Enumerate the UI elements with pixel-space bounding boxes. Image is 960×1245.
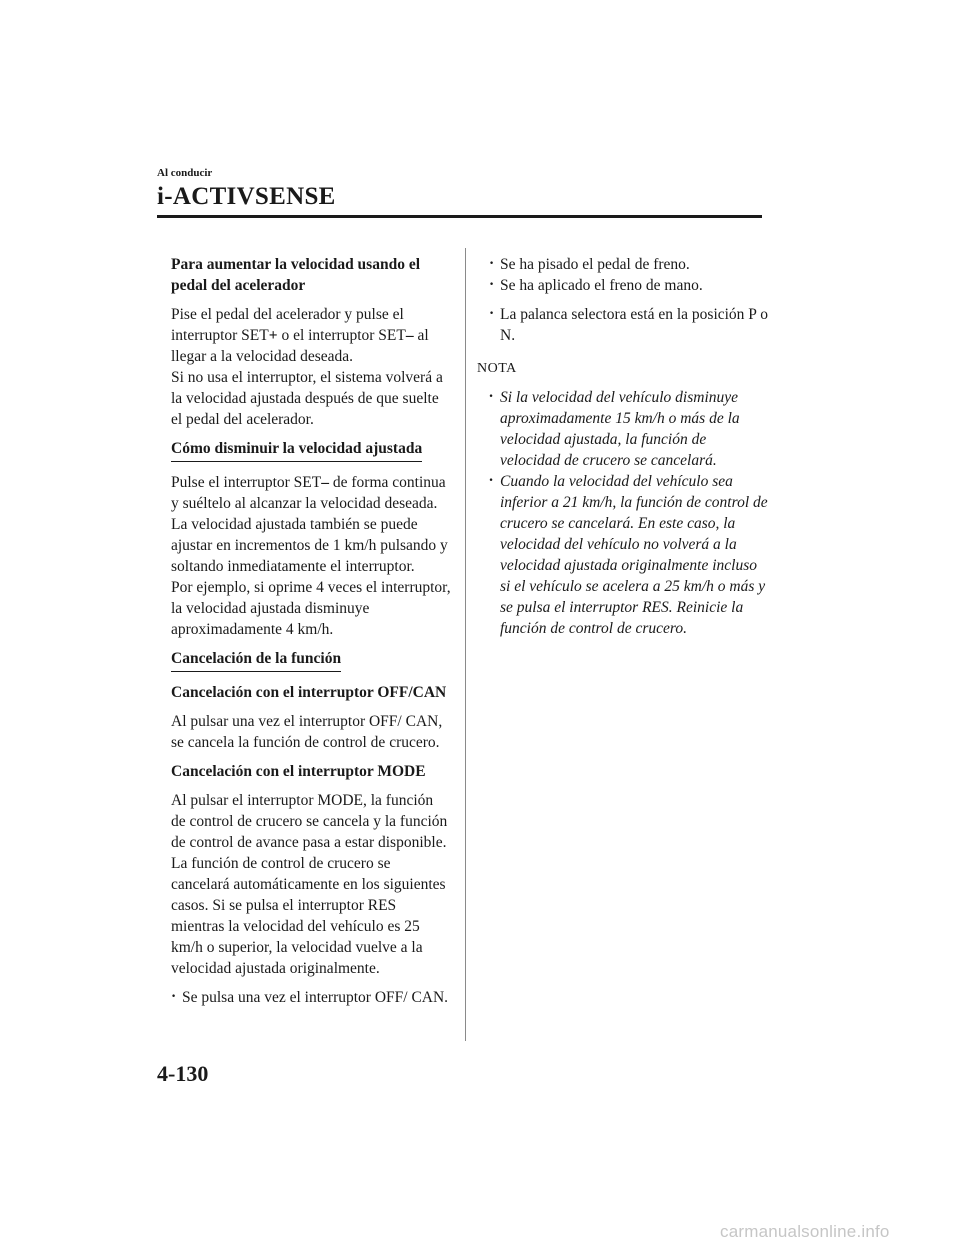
left-column: [171, 254, 451, 1008]
text-fragment: al llegar a la velocidad deseada.: [171, 327, 429, 365]
heading-cancel-offcan: Cancelación con el interruptor OFF/CAN: [171, 684, 447, 701]
page-title: i-ACTIVSENSE: [157, 183, 336, 210]
section-label: Al conducir: [157, 167, 213, 179]
text-fragment: Por ejemplo, si oprime 4 veces el interruptor, la velocidad ajustada disminuye aproximadamente 4 km/h.: [171, 579, 451, 638]
column-divider: [465, 248, 466, 1041]
note-label: NOTA: [477, 361, 517, 376]
note-item: · Cuando la velocidad del vehículo sea inferior a 21 km/h, la función de control de crucero se cancelará. En este caso, la velocidad del vehículo no volverá a la velocidad ajustada originalmente incluso si el vehículo se acelera a 25 km/h o más y se pulsa el interruptor RES. Reinicie la función de control de crucero.: [489, 471, 769, 639]
list-item: · La palanca selectora está en la posición P o N.: [489, 304, 769, 346]
text-fragment: Pise el pedal del acelerador y pulse el interruptor SET: [171, 306, 404, 344]
text-fragment: de forma continua y suéltelo al alcanzar la velocidad deseada.: [171, 474, 446, 512]
text-fragment: Si no usa el interruptor, el sistema volverá a la velocidad ajustada después de que suelte el pedal del acelerador.: [171, 369, 443, 428]
text-fragment: o el interruptor SET: [277, 327, 406, 344]
text-fragment: La velocidad ajustada también se puede ajustar en incrementos de 1 km/h pulsando y soltando inmediatamente el interruptor.: [171, 516, 448, 575]
text-fragment: Al pulsar el interruptor MODE, la función de control de crucero se cancela y la función de control de avance pasa a estar disponible.: [171, 792, 448, 851]
plus-icon: +: [268, 327, 278, 344]
text-fragment: La función de control de crucero se cancelará automáticamente en los siguientes casos. Si se pulsa el interruptor RES mientras la velocidad del vehículo es 25 km/h o superior, la velocidad vuelve a la velocidad ajustada originalmente.: [171, 855, 446, 977]
paragraph-cancel-offcan: Al pulsar una vez el interruptor OFF/ CAN, se cancela la función de control de crucero.: [171, 713, 443, 751]
list-item: · Se ha aplicado el freno de mano.: [489, 275, 769, 296]
note-item: · Si la velocidad del vehículo disminuye aproximadamente 15 km/h o más de la velocidad ajustada, la función de velocidad de crucero se cancelará.: [489, 387, 769, 471]
text-fragment: Pulse el interruptor SET: [171, 474, 322, 491]
list-item: · Se ha pisado el pedal de freno.: [489, 254, 769, 275]
heading-cancel-mode: Cancelación con el interruptor MODE: [171, 763, 426, 780]
paragraph-decrease-speed: [171, 472, 451, 640]
header-divider: [157, 215, 762, 218]
watermark: carmanualsonline.info: [720, 1222, 890, 1241]
right-column: [477, 254, 769, 639]
heading-increase-speed: Para aumentar la velocidad usando el pedal del acelerador: [171, 256, 421, 294]
heading-decrease-speed: Cómo disminuir la velocidad ajustada: [171, 438, 422, 462]
minus-icon: –: [405, 327, 414, 344]
paragraph-cancel-mode: [171, 790, 451, 979]
heading-cancel-function: Cancelación de la función: [171, 648, 341, 672]
minus-icon: –: [321, 474, 329, 491]
paragraph-increase-speed: [171, 304, 451, 430]
page-number: 4-130: [157, 1061, 209, 1086]
list-item: · Se pulsa una vez el interruptor OFF/ CAN.: [171, 987, 451, 1008]
